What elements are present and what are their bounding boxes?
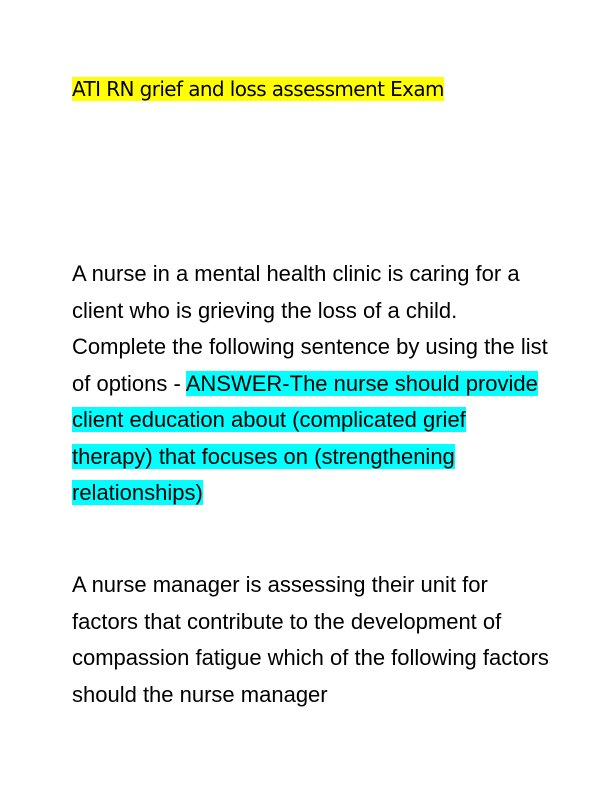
question-2 (72, 567, 552, 713)
question-2-text: A nurse manager is assessing their unit for factors that contribute to the development of compassion fatigue which of the following factors should the nurse manager (72, 572, 549, 707)
question-1-text: A nurse in a mental health clinic is caring for a client who is grieving the loss of a child. Complete the following sentence by using the list of options - (72, 261, 548, 396)
question-1-answer: ANSWER-The nurse should provide client education about (complicated grief therapy) that focuses on (strengthening relationships) (72, 370, 538, 505)
title-highlight: ATI RN grief and loss assessment Exam (72, 77, 444, 101)
question-1 (72, 256, 552, 512)
document-title (72, 75, 444, 103)
